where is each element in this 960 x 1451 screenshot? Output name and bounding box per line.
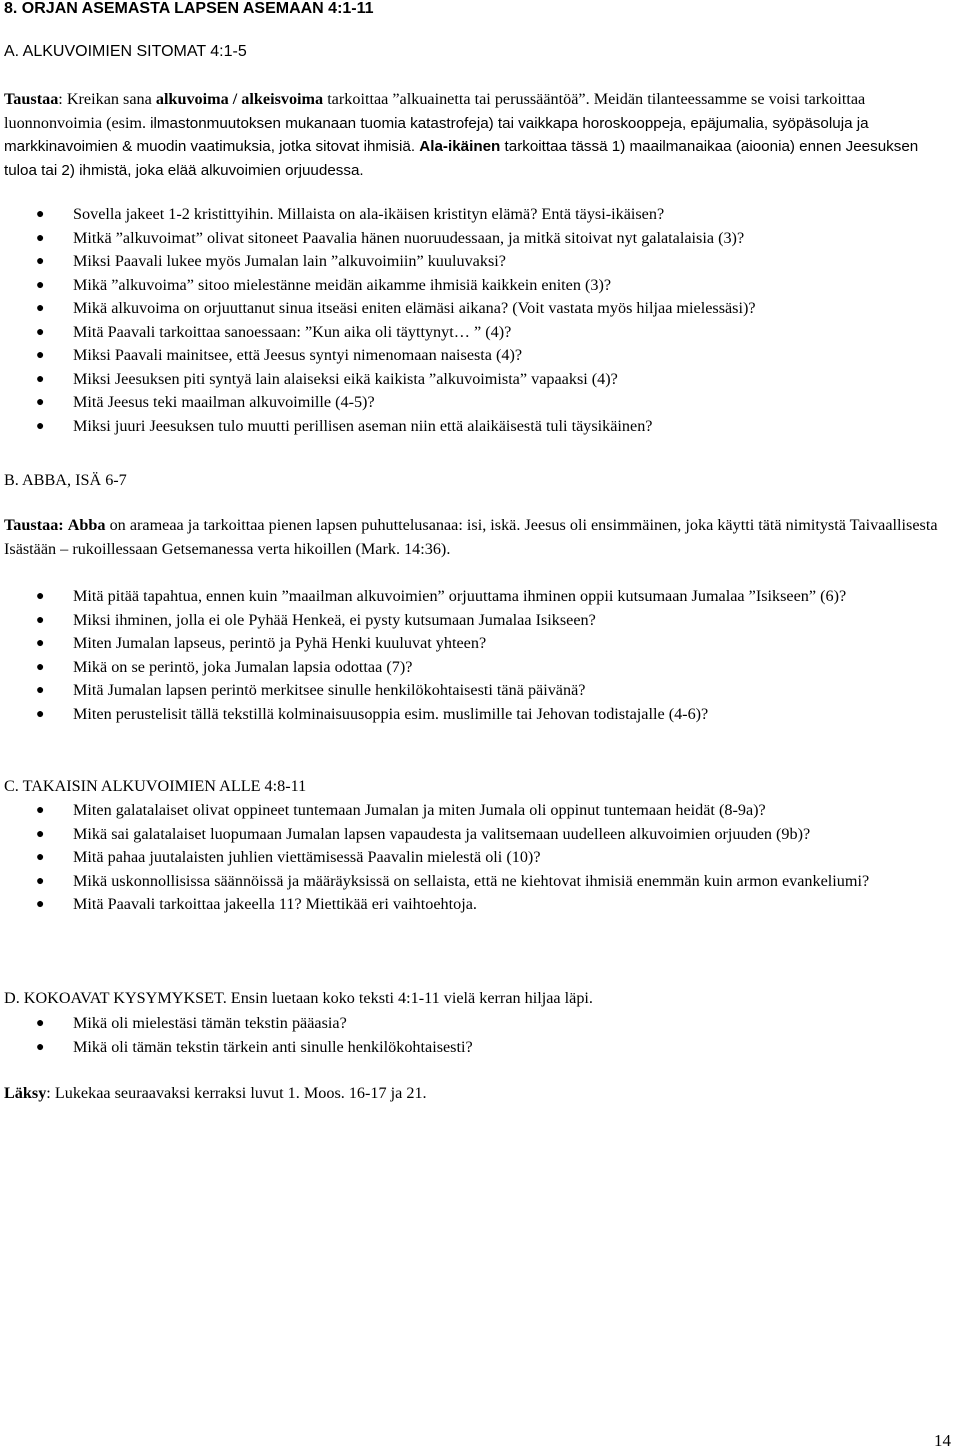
question-text: Mikä oli tämän tekstin tärkein anti sinulle henkilökohtaisesti? xyxy=(73,1037,473,1056)
page-number: 14 xyxy=(934,1431,951,1450)
question-text: Mitä Jeesus teki maailman alkuvoimille (4-5)? xyxy=(73,393,375,411)
section-c-heading: C. TAKAISIN ALKUVOIMIEN ALLE 4:8-11 xyxy=(4,777,307,795)
list-item xyxy=(4,609,952,633)
question-text: Mitä Paavali tarkoittaa jakeella 11? Miettikää eri vaihtoehtoja. xyxy=(73,895,477,913)
question-text: Mitkä ”alkuvoimat” olivat sitoneet Paavalia hänen nuoruudessaan, ja mitkä sitoivat nyt galatalaisia (3)? xyxy=(73,228,745,247)
list-item xyxy=(4,250,952,274)
list-item xyxy=(4,632,952,656)
question-text: Mitä pahaa juutalaisten juhlien viettämisessä Paavalin mielestä oli (10)? xyxy=(73,848,541,866)
intro-text: on arameaa ja tarkoittaa pienen lapsen puhuttelusanaa: isi, iskä. Jeesus oli ensimmäinen, joka käytti tätä nimitystä Taivaallisesta Isästään – rukoillessaan Getsemanessa verta hikoillen (Mark. 14:36). xyxy=(4,516,938,558)
bullet-icon: ● xyxy=(36,418,45,434)
bullet-icon: ● xyxy=(36,803,45,818)
section-a-heading: A. ALKUVOIMIEN SITOMAT 4:1-5 xyxy=(4,43,247,60)
question-text: Miksi juuri Jeesuksen tulo muutti perillisen aseman niin että alaikäisestä tuli täysikäinen? xyxy=(73,416,653,435)
intro-text-3: ilmastonmuutoksen mukanaan tuomia katastrofeja) tai vaikkapa horoskooppeja, epäjumalia, syöpäsoluja ja markkinavoimien & muodin vaatimuksia, jotka sitovat ihmisiä. xyxy=(4,114,869,155)
bullet-icon: ● xyxy=(36,826,45,842)
intro-keyword-ala-ikainen: Ala-ikäinen xyxy=(419,138,501,155)
bullet-icon: ● xyxy=(36,636,45,651)
section-a-questions xyxy=(4,203,952,438)
bullet-icon: ● xyxy=(36,277,45,293)
intro-text-4: tarkoittaa tässä 1) maailmanaikaa (aioonia) ennen Jeesuksen tuloa tai 2) ihmistä, joka elää alkuvoimien orjuudessa. xyxy=(4,138,919,179)
question-text: Miten perustelisit tällä tekstillä kolminaisuusoppia esim. muslimille tai Jehovan todistajalle (4-6)? xyxy=(73,704,709,723)
intro-text-2: tarkoittaa ”alkuainetta tai perussääntöä”. Meidän tilanteessamme se voisi tarkoittaa luonnonvoimia (esim. xyxy=(4,90,866,132)
list-item xyxy=(4,893,952,917)
question-text: Mikä ”alkuvoima” sitoo mielestänne meidän aikamme ihmisiä kaikkein eniten (3)? xyxy=(73,275,612,294)
bullet-icon: ● xyxy=(36,850,45,865)
list-item xyxy=(4,585,952,609)
question-text: Sovella jakeet 1-2 kristittyihin. Millaista on ala-ikäisen kristityn elämä? Entä täysi-ikäisen? xyxy=(73,205,665,223)
question-text: Mitä Jumalan lapsen perintö merkitsee sinulle henkilökohtaisesti tänä päivänä? xyxy=(73,681,586,699)
section-d-heading: D. KOKOAVAT KYSYMYKSET. Ensin luetaan koko teksti 4:1-11 vielä kerran hiljaa läpi. xyxy=(4,989,593,1007)
list-item xyxy=(4,799,952,823)
list-item xyxy=(4,656,952,680)
bullet-icon: ● xyxy=(36,612,45,628)
question-text: Mikä uskonnollisissa säännöissä ja määräyksissä on sellaista, että ne kiehtovat ihmisiä enemmän kuin armon evankeliumi? xyxy=(73,871,870,890)
list-item xyxy=(4,823,952,847)
list-item xyxy=(4,274,952,298)
question-text: Mikä oli mielestäsi tämän tekstin pääasia? xyxy=(73,1014,347,1032)
bullet-icon: ● xyxy=(36,589,45,604)
bullet-icon: ● xyxy=(36,706,45,722)
bullet-icon: ● xyxy=(36,301,45,316)
question-text: Mitä Paavali tarkoittaa sanoessaan: ”Kun aika oli täyttynyt… ” (4)? xyxy=(73,322,512,341)
bullet-icon: ● xyxy=(36,659,45,675)
bullet-icon: ● xyxy=(36,395,45,410)
list-item xyxy=(4,297,952,321)
list-item xyxy=(4,391,952,415)
section-d-questions xyxy=(4,1012,952,1059)
list-item xyxy=(4,227,952,251)
intro-label: Taustaa: xyxy=(4,516,64,534)
list-item xyxy=(4,870,952,894)
list-item xyxy=(4,368,952,392)
document-title: 8. ORJAN ASEMASTA LAPSEN ASEMAAN 4:1-11 xyxy=(4,0,374,17)
list-item xyxy=(4,1036,952,1060)
homework xyxy=(4,1082,952,1106)
bullet-icon: ● xyxy=(36,230,45,246)
bullet-icon: ● xyxy=(36,371,45,387)
question-text: Mitä pitää tapahtua, ennen kuin ”maailman alkuvoimien” orjuuttama ihminen oppii kutsumaan Jumalaa ”Isikseen” (6)? xyxy=(73,587,847,605)
intro-label: Taustaa xyxy=(4,90,59,108)
section-c-questions xyxy=(4,799,952,917)
question-text: Mikä sai galatalaiset luopumaan Jumalan lapsen vapaudesta ja valitsemaan uudelleen alkuvoimien orjuuden (9b)? xyxy=(73,824,811,843)
bullet-icon: ● xyxy=(36,683,45,698)
bullet-icon: ● xyxy=(36,254,45,269)
section-b-intro xyxy=(4,514,952,561)
bullet-icon: ● xyxy=(36,324,45,340)
section-b-questions xyxy=(4,585,952,726)
list-item xyxy=(4,344,952,368)
bullet-icon: ● xyxy=(36,348,45,363)
list-item xyxy=(4,846,952,870)
question-text: Miksi Paavali mainitsee, että Jeesus syntyi nimenomaan naisesta (4)? xyxy=(73,346,523,364)
bullet-icon: ● xyxy=(36,897,45,912)
question-text: Mikä alkuvoima on orjuuttanut sinua itseäsi eniten elämäsi aikana? (Voit vastata myös hiljaa mielessäsi)? xyxy=(73,299,756,317)
list-item xyxy=(4,1012,952,1036)
question-text: Miten galatalaiset olivat oppineet tuntemaan Jumalan ja miten Jumala oli oppinut tuntemaan heidät (8-9a)? xyxy=(73,801,766,819)
intro-text-1: : Kreikan sana xyxy=(58,90,156,108)
section-a-intro xyxy=(4,88,952,182)
list-item xyxy=(4,703,952,727)
list-item xyxy=(4,203,952,227)
homework-text: : Lukekaa seuraavaksi kerraksi luvut 1. Moos. 16-17 ja 21. xyxy=(46,1084,427,1102)
bullet-icon: ● xyxy=(36,873,45,889)
list-item xyxy=(4,321,952,345)
question-text: Miten Jumalan lapseus, perintö ja Pyhä Henki kuuluvat yhteen? xyxy=(73,634,487,652)
bullet-icon: ● xyxy=(36,1016,45,1031)
intro-keyword-alkuvoima: alkuvoima / alkeisvoima xyxy=(155,90,324,108)
list-item xyxy=(4,679,952,703)
question-text: Miksi ihminen, jolla ei ole Pyhää Henkeä, ei pysty kutsumaan Jumalaa Isikseen? xyxy=(73,610,596,629)
bullet-icon: ● xyxy=(36,1039,45,1055)
bullet-icon: ● xyxy=(36,207,45,222)
intro-keyword-abba: Abba xyxy=(67,516,106,534)
section-b-heading: B. ABBA, ISÄ 6-7 xyxy=(4,471,127,489)
question-text: Miksi Paavali lukee myös Jumalan lain ”alkuvoimiin” kuuluvaksi? xyxy=(73,252,506,270)
homework-label: Läksy xyxy=(4,1084,47,1102)
list-item xyxy=(4,415,952,439)
question-text: Mikä on se perintö, joka Jumalan lapsia odottaa (7)? xyxy=(73,657,413,676)
question-text: Miksi Jeesuksen piti syntyä lain alaiseksi eikä kaikista ”alkuvoimista” vapaaksi (4)? xyxy=(73,369,618,388)
